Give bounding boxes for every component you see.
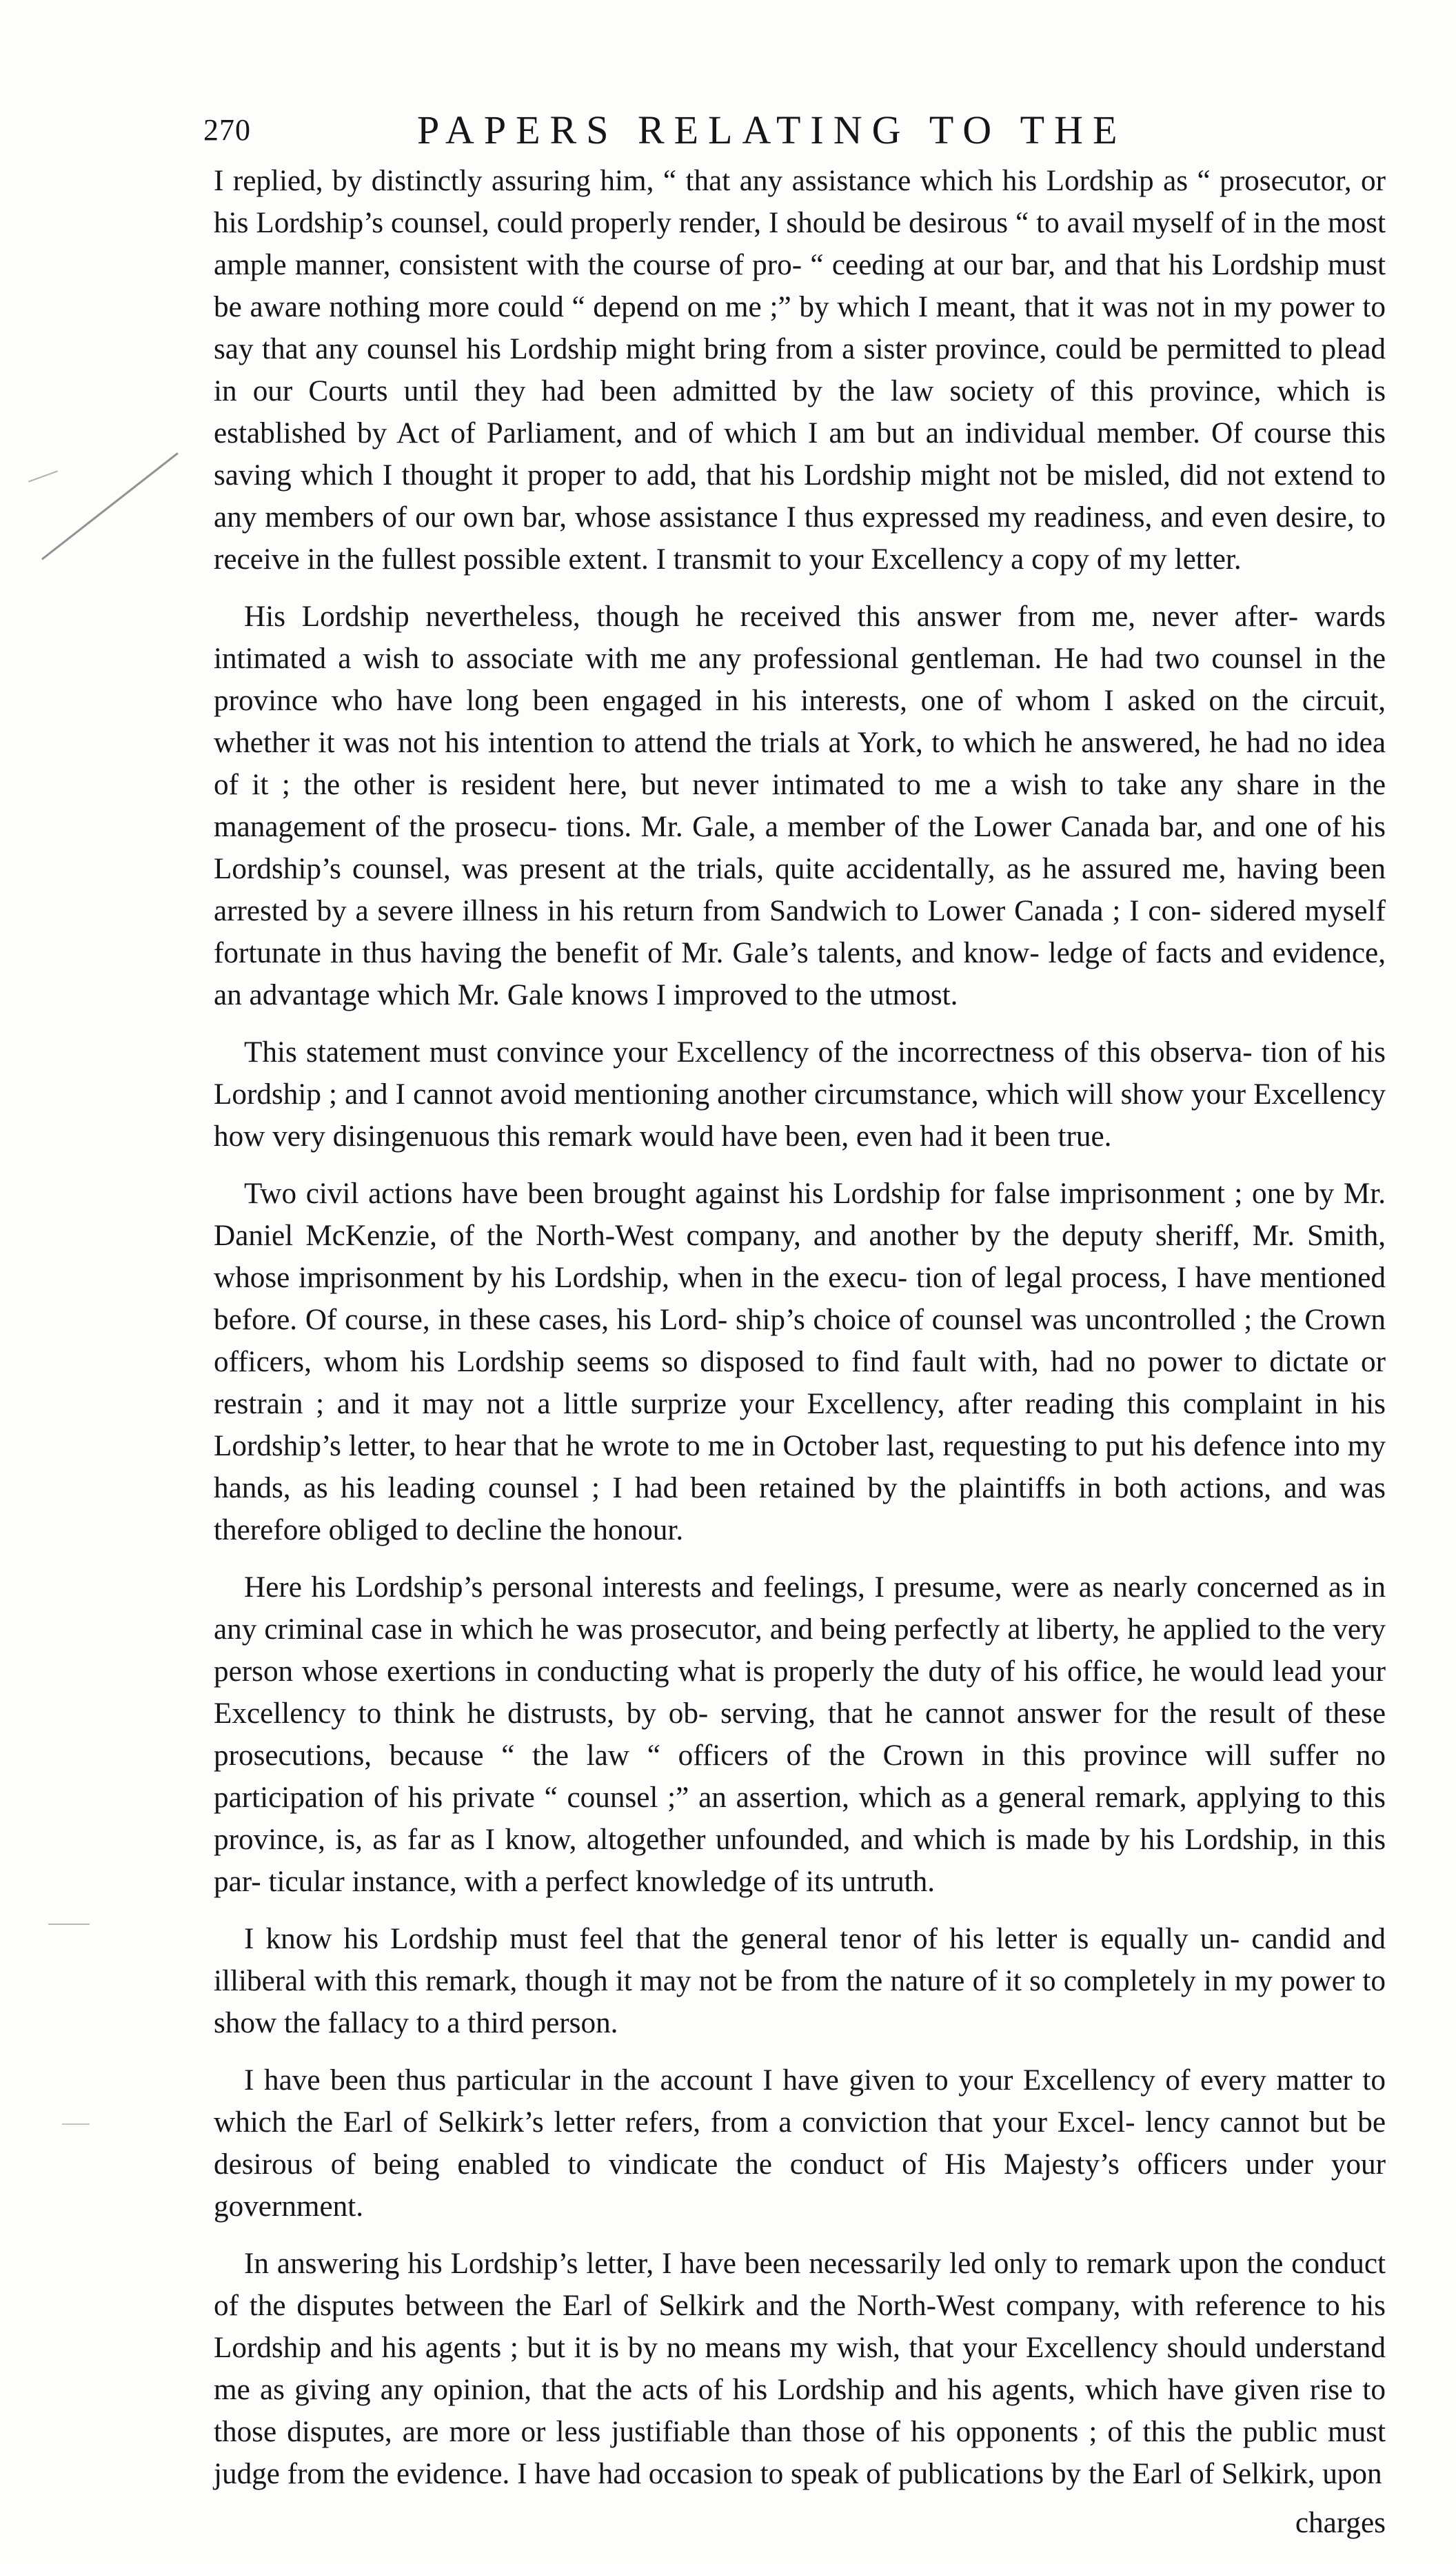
paragraph-6: I know his Lordship must feel that the general tenor of his letter is equally un- candid and illiberal with this remark, though it may not be from the nature of it so completely in my power to show the fallacy to a third person. xyxy=(214,1923,1386,2039)
paragraph-4: Two civil actions have been brought against his Lordship for false imprisonment ; one by Mr. Daniel McKenzie, of the North-West company, and another by the deputy sheriff, Mr. Smith, whose imprisonment by his Lordship, when in the execu- tion of legal process, I have mentioned before. Of course, in these cases, his Lord- ship’s choice of counsel was uncontrolled ; the Crown officers, whom his Lordship seems so disposed to find fault with, had no power to dictate or restrain ; and it may not a little surprize your Excellency, after reading this complaint in his Lordship’s letter, to hear that he wrote to me in October last, requesting to put his defence into my hands, as his leading counsel ; I had been retained by the plaintiffs in both actions, and was therefore obliged to decline the honour. xyxy=(214,1178,1386,1546)
page-number: 270 xyxy=(203,113,251,147)
margin-mark xyxy=(28,470,58,482)
paragraph-2: His Lordship nevertheless, though he received this answer from me, never after- wards intimated a wish to associate with me any professional gentleman. He had two counsel in the province who have long been engaged in his interests, one of whom I asked on the circuit, whether it was not his intention to attend the trials at York, to which he answered, he had no idea of it ; the other is resident here, but never intimated to me a wish to take any share in the management of the prosecu- tions. Mr. Gale, a member of the Lower Canada bar, and one of his Lordship’s counsel, was present at the trials, quite accidentally, as he assured me, having been arrested by a severe illness in his return from Sandwich to Lower Canada ; I con- sidered myself fortunate in thus having the benefit of Mr. Gale’s talents, and know- ledge of facts and evidence, an advantage which Mr. Gale knows I improved to the utmost. xyxy=(214,600,1386,1011)
margin-mark xyxy=(48,1924,90,1925)
paragraph-3: This statement must convince your Excellency of the incorrectness of this observa- tion of his Lordship ; and I cannot avoid mentioning another circumstance, which will show your Excellency how very disingenuous this remark would have been, even had it been true. xyxy=(214,1036,1386,1153)
page-header xyxy=(203,107,1375,155)
margin-mark xyxy=(62,2123,90,2125)
paragraph-8: In answering his Lordship’s letter, I have been necessarily led only to remark upon the conduct of the disputes between the Earl of Selkirk and the North-West company, with reference to his Lordship and his agents ; but it is by no means my wish, that your Excellency should understand me as giving any opinion, that the acts of his Lordship and his agents, which have given rise to those disputes, are more or less justifiable than those of his opponents ; of this the public must judge from the evidence. I have had occasion to speak of publications by the Earl of Selkirk, upon xyxy=(214,2248,1386,2490)
paragraph-1: I replied, by distinctly assuring him, “ that any assistance which his Lordship as “ prosecutor, or his Lordship’s counsel, could properly render, I should be desirous “ to avail myself of in the most ample manner, consistent with the course of pro- “ ceeding at our bar, and that his Lordship must be aware nothing more could “ depend on me ;” by which I meant, that it was not in my power to say that any counsel his Lordship might bring from a sister province, could be permitted to plead in our Courts until they had been admitted by the law society of this province, which is established by Act of Parliament, and of which I am but an individual member. Of course this saving which I thought it proper to add, that his Lordship might not be misled, did not extend to any members of our own bar, whose assistance I thus expressed my readiness, and even desire, to receive in the fullest possible extent. I transmit to your Excellency a copy of my letter. xyxy=(214,165,1386,576)
body-text xyxy=(214,160,1386,2544)
paragraph-5: Here his Lordship’s personal interests and feelings, I presume, were as nearly concerned as in any criminal case in which he was prosecutor, and being perfectly at liberty, he applied to the very person whose exertions in conducting what is properly the duty of his office, he would lead your Excellency to think he distrusts, by ob- serving, that he cannot answer for the result of these prosecutions, because “ the law “ officers of the Crown in this province will suffer no participation of his private “ counsel ;” an assertion, which as a general remark, applying to this province, is, as far as I know, altogether unfounded, and which is made by his Lordship, in this par- ticular instance, with a perfect knowledge of its untruth. xyxy=(214,1571,1386,1898)
paragraph-7: I have been thus particular in the account I have given to your Excellency of every matter to which the Earl of Selkirk’s letter refers, from a conviction that your Excel- lency cannot but be desirous of being enabled to vindicate the conduct of His Majesty’s officers under your government. xyxy=(214,2064,1386,2223)
margin-mark xyxy=(41,452,179,560)
running-head: PAPERS RELATING TO THE xyxy=(417,108,1127,152)
catchword: charges xyxy=(1295,2507,1386,2539)
